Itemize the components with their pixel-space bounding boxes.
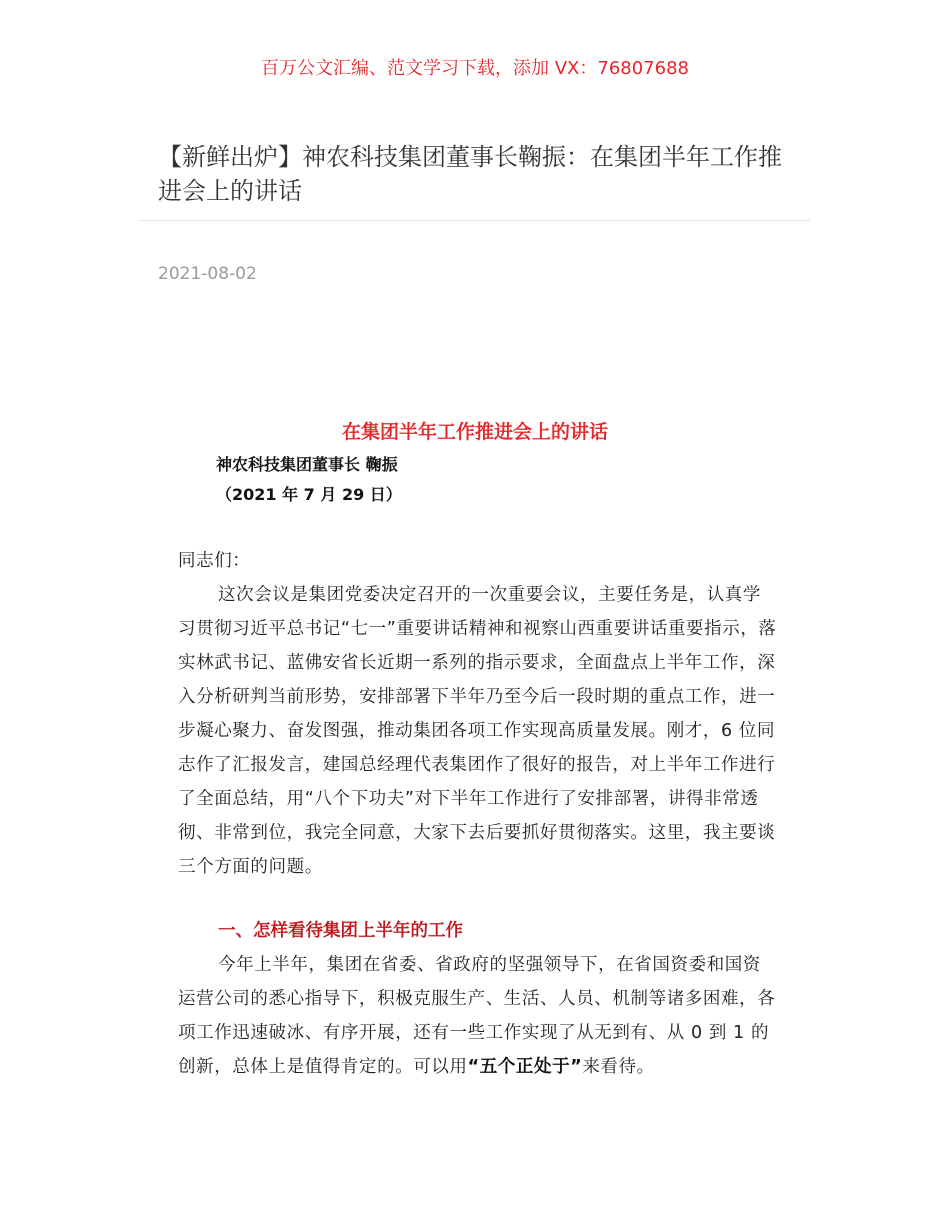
section-heading-1: 一、怎样看待集团上半年的工作 bbox=[218, 921, 463, 941]
article-title: 【新鲜出炉】神农科技集团董事长鞠振：在集团半年工作推进会上的讲话 bbox=[158, 143, 782, 205]
emphasis-five-positions: “五个正处于” bbox=[467, 1057, 583, 1077]
salutation: 同志们： bbox=[178, 551, 251, 571]
speech-title: 在集团半年工作推进会上的讲话 bbox=[341, 421, 608, 443]
title-divider bbox=[140, 220, 810, 221]
speaker-line: 神农科技集团董事长 鞠振 bbox=[216, 455, 398, 474]
paragraph-intro: 这次会议是集团党委决定召开的一次重要会议，主要任务是，认真学习贯彻习近平总书记“七一”重要讲话精神和视察山西重要讲话重要指示，落实林武书记、蓝佛安省长近期一系列的指示要求，全面盘点上半年工作，深入分析研判当前形势，安排部署下半年乃至今后一段时期的重点工作，进一步凝心聚力、奋发图强，推动集团各项工作实现高质量发展。刚才，6 位同志作了汇报发言，建国总经理代表集团作了很好的报告，对上半年工作进行了全面总结，用“八个下功夫”对下半年工作进行了安排部署，讲得非常透彻、非常到位，我完全同意，大家下去后要抓好贯彻落实。这里，我主要谈三个方面的问题。 bbox=[178, 585, 777, 877]
paragraph-tail-text: 来看待。 bbox=[582, 1057, 655, 1077]
speech-date: （2021 年 7 月 29 日） bbox=[216, 485, 402, 504]
publish-date: 2021-08-02 bbox=[158, 264, 257, 284]
promo-banner: 百万公文汇编、范文学习下载，添加 VX：76807688 bbox=[261, 58, 689, 79]
paragraph-main-text: 今年上半年，集团在省委、省政府的坚强领导下，在省国资委和国资运营公司的悉心指导下，积极克服生产、生活、人员、机制等诸多困难，各项工作迅速破冰、有序开展，还有一些工作实现了从无到有、从 0 到 1 的创新，总体上是值得肯定的。可以用 bbox=[178, 955, 776, 1077]
paragraph-first-half-review bbox=[178, 948, 778, 1084]
